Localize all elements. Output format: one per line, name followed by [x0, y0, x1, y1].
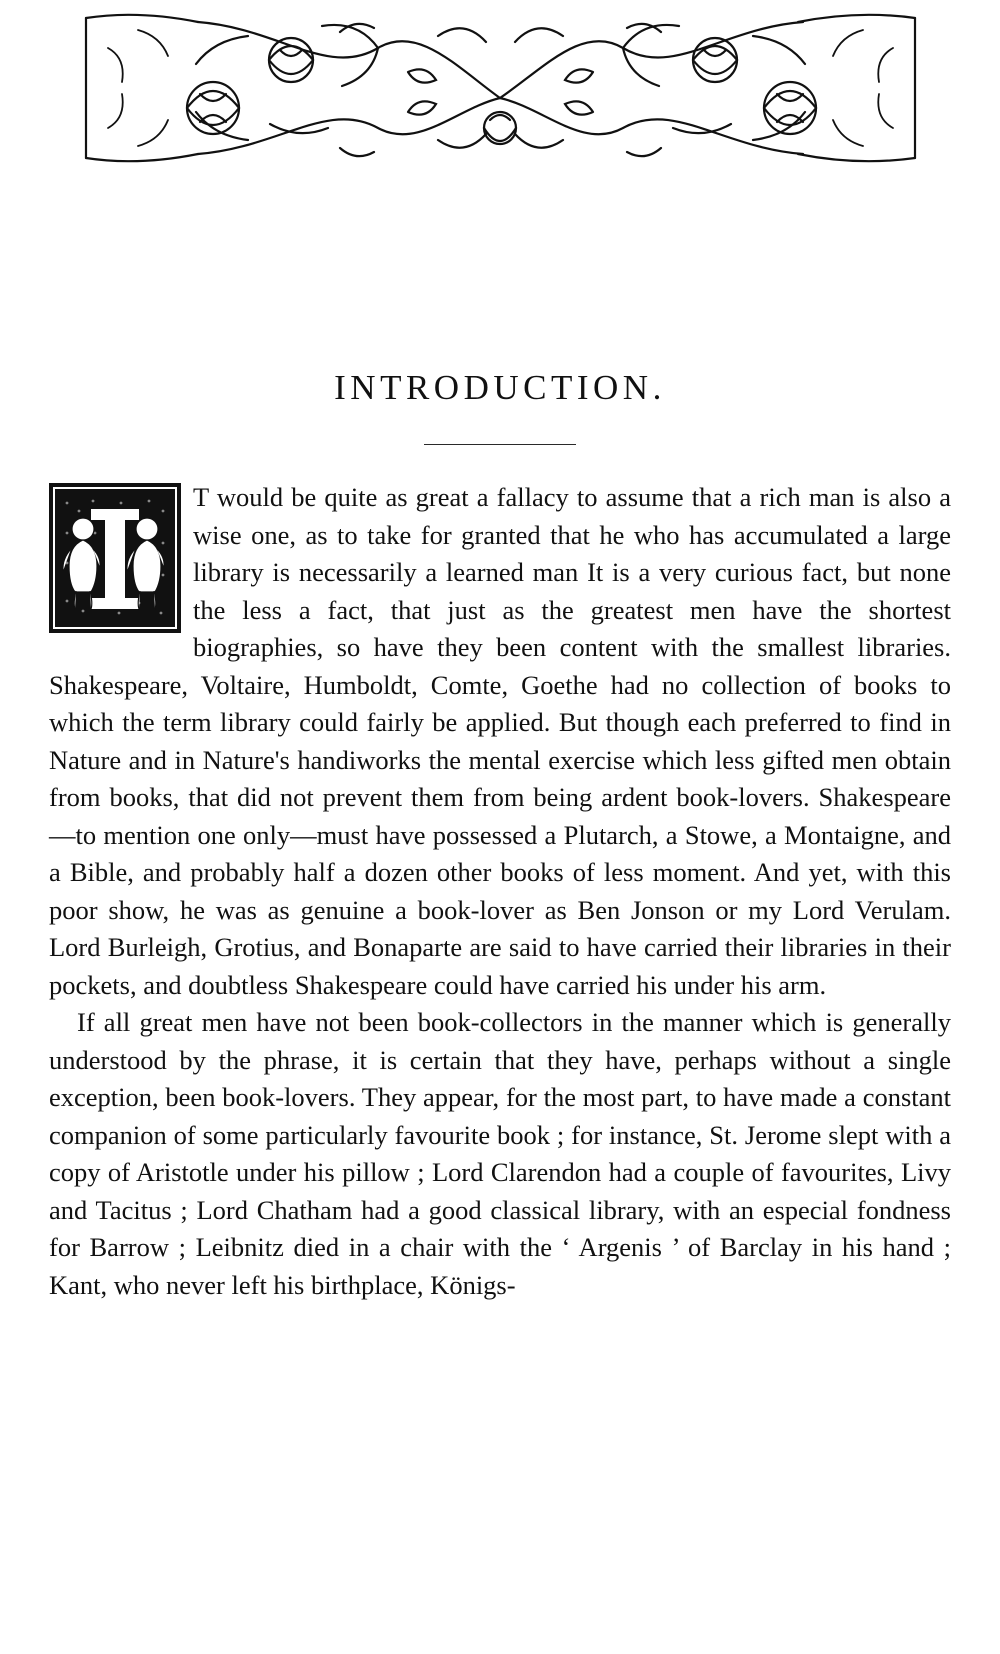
- title-divider: [424, 444, 576, 445]
- floral-headpiece-ornament: [78, 8, 923, 168]
- paragraph-1: T would be quite as great a fallacy to assume that a rich man is also a wise one, as to take for granted that he who has accumulated a large library is necessarily a learned man It is a very curious fact, but none the less a fact, that just as the greatest men have the shortest biographies, so have they been content with the smallest libraries. Shakespeare, Voltaire, Humboldt, Comte, Goethe had no collection of books to which the term library could fairly be applied. But though each preferred to find in Nature and in Nature's handiworks the mental exercise which less gifted men obtain from books, that did not prevent them from being ardent book-lovers. Shakespeare—to mention one only—must have possessed a Plutarch, a Stowe, a Montaigne, and a Bible, and probably half a dozen other books of less moment. And yet, with this poor show, he was as genuine a book-lover as Ben Jonson or my Lord Verulam. Lord Burleigh, Grotius, and Bonaparte are said to have carried their libraries in their pockets, and doubtless Shakespeare could have carried his under his arm.: [49, 482, 951, 1000]
- page-title: INTRODUCTION.: [334, 368, 666, 407]
- paragraph-2: If all great men have not been book-collectors in the manner which is generally understood by the phrase, it is certain that they have, perhaps without a single exception, been book-lovers. They appear, for the most part, to have made a constant companion of some particularly favourite book ; for instance, St. Jerome slept with a copy of Aristotle under his pillow ; Lord Clarendon had a couple of favourites, Livy and Tacitus ; Lord Chatham had a good classical library, with an especial fondness for Barrow ; Leibnitz died in a chair with the ‘ Argenis ’ of Barclay in his hand ; Kant, who never left his birthplace, Königs-: [49, 1007, 951, 1300]
- body-text: [37, 479, 963, 1304]
- book-page: [0, 8, 1000, 1654]
- illuminated-initial-I-with-cherubs: [49, 483, 181, 633]
